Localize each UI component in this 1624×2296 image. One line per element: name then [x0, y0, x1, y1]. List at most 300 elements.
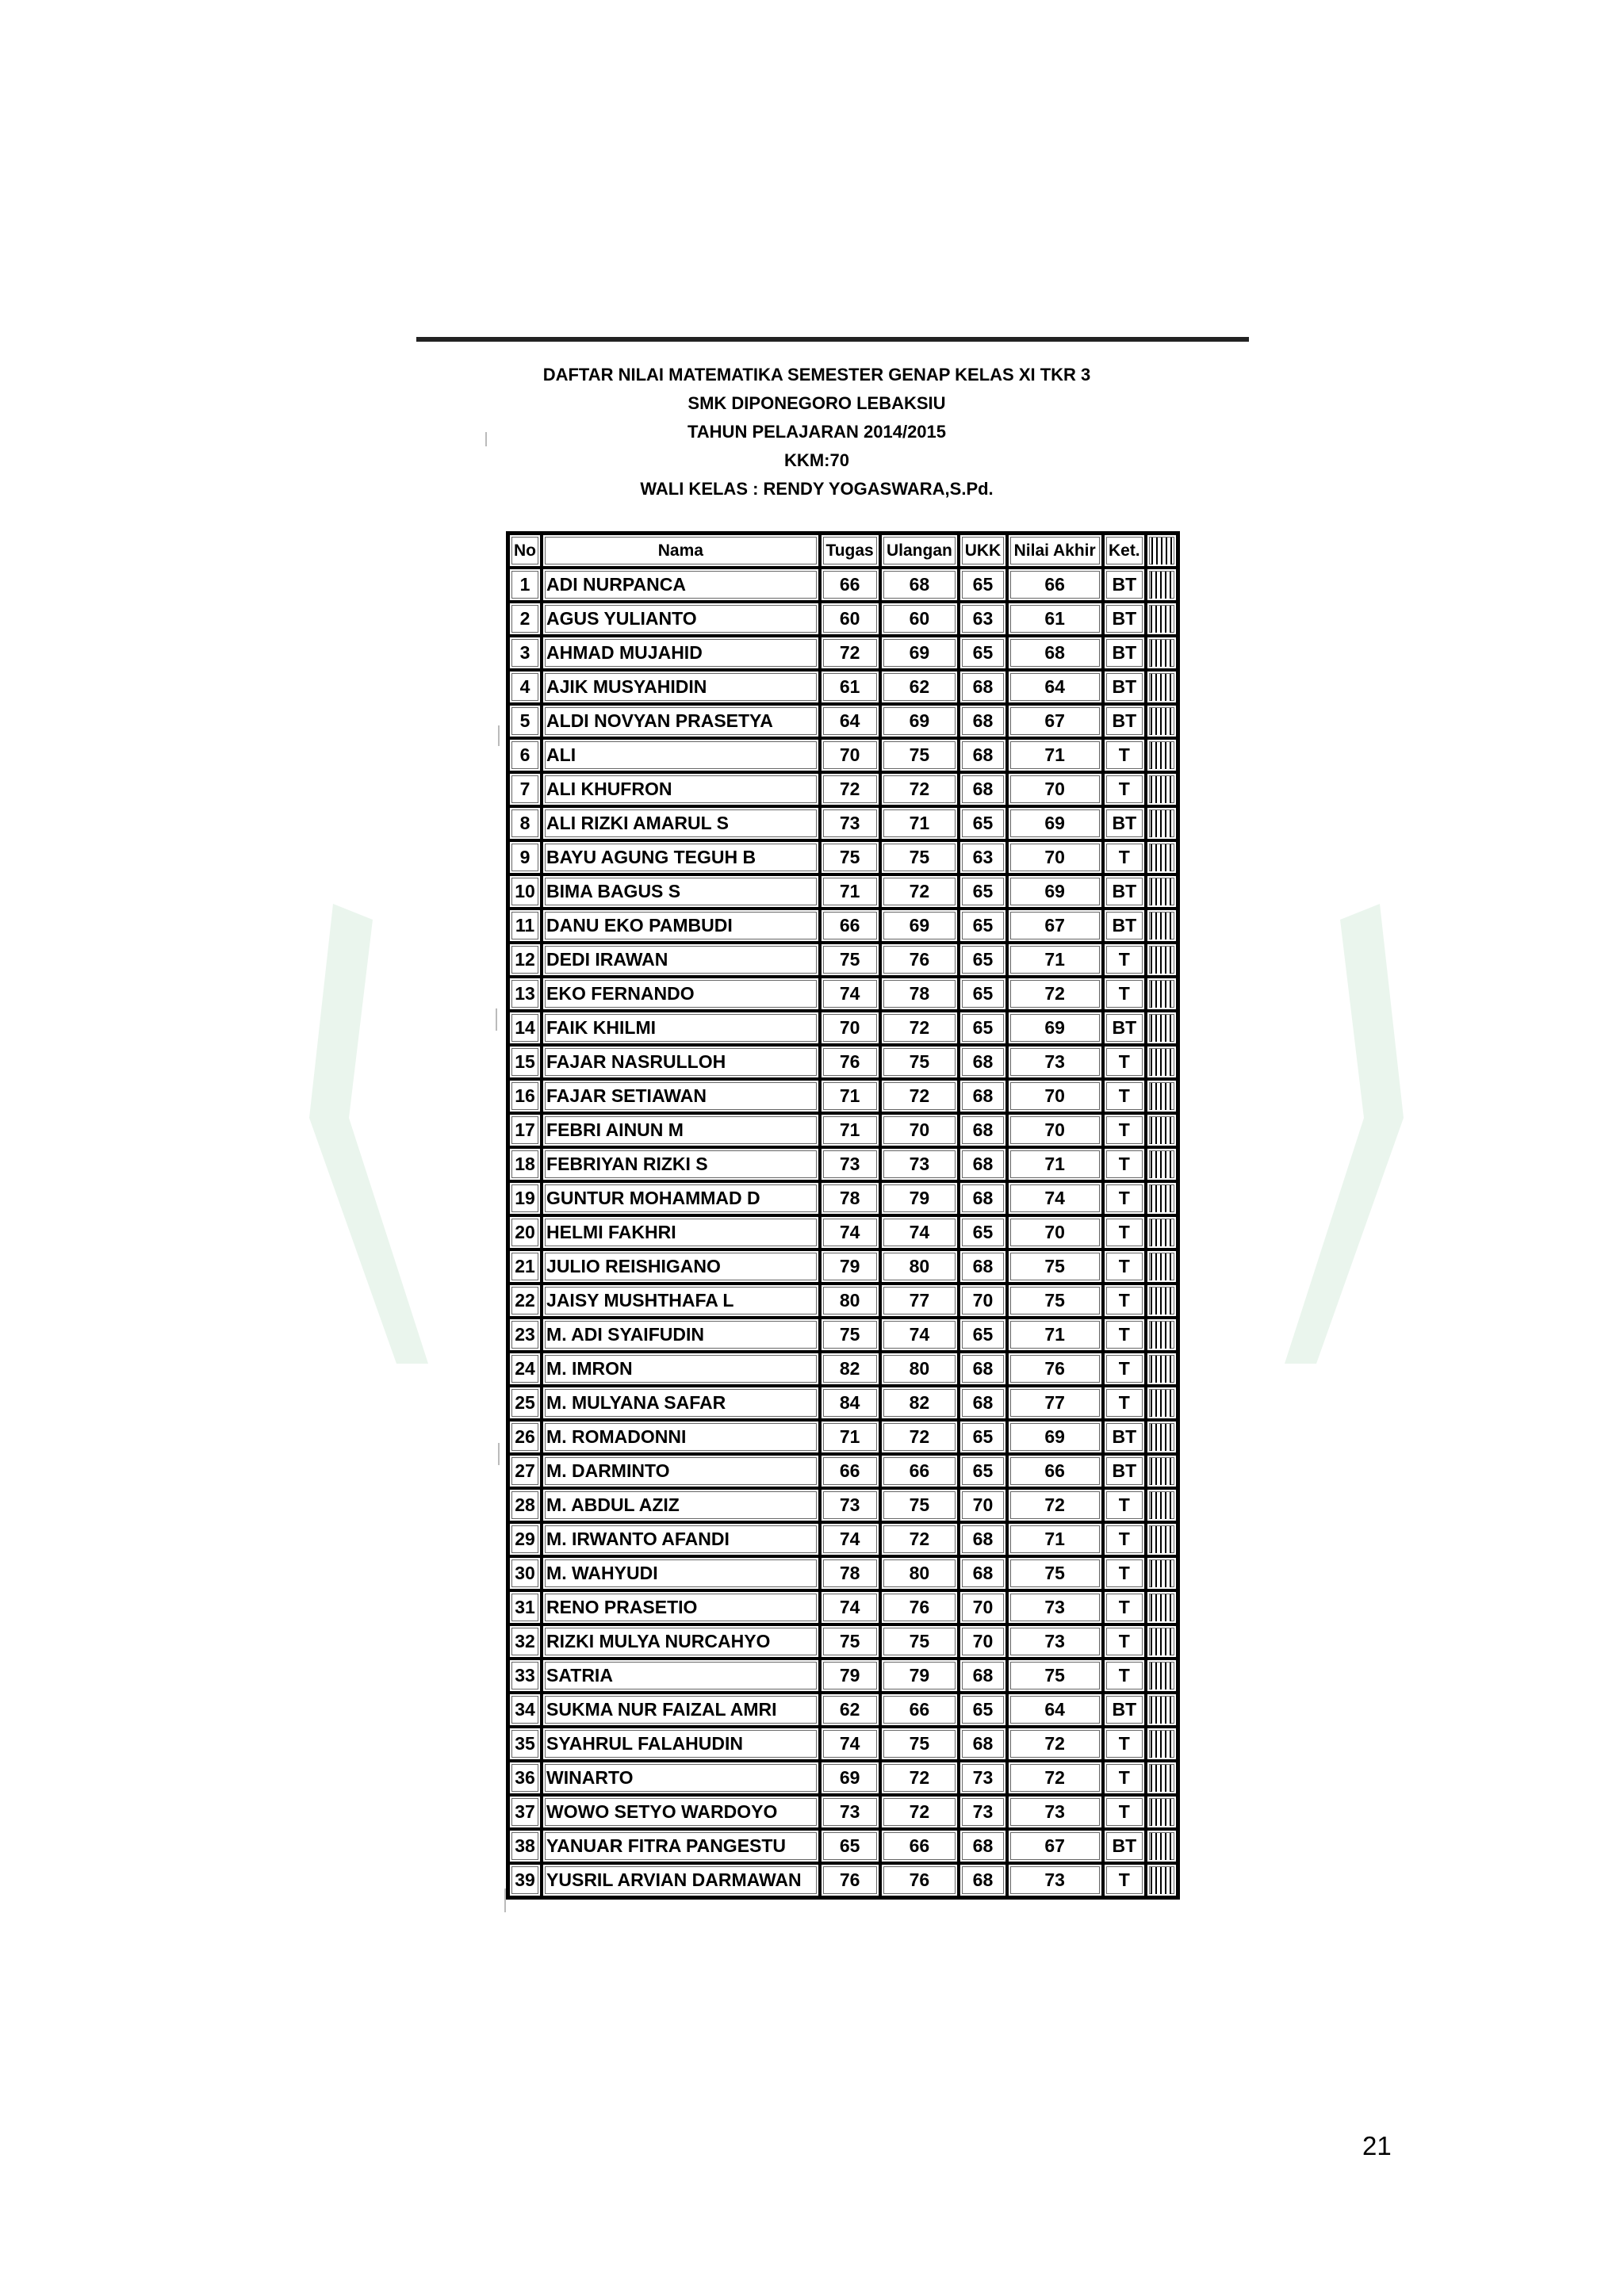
cell-nilai-akhir: 72 [1007, 977, 1103, 1011]
border-artifact [1146, 1181, 1178, 1215]
cell-nilai-akhir: 69 [1007, 806, 1103, 840]
cell-tugas: 82 [820, 1352, 880, 1386]
cell-nilai-akhir: 75 [1007, 1249, 1103, 1284]
cell-ket: T [1103, 1624, 1146, 1659]
cell-no: 32 [508, 1624, 542, 1659]
cell-ket: T [1103, 772, 1146, 806]
cell-no: 8 [508, 806, 542, 840]
cell-tugas: 71 [820, 874, 880, 909]
border-artifact [1146, 772, 1178, 806]
cell-tugas: 75 [820, 1318, 880, 1352]
cell-nilai-akhir: 75 [1007, 1284, 1103, 1318]
border-artifact [1146, 602, 1178, 636]
cell-ulangan: 80 [880, 1249, 959, 1284]
cell-ukk: 68 [959, 670, 1006, 704]
cell-name: GUNTUR MOHAMMAD D [542, 1181, 820, 1215]
cell-ukk: 65 [959, 1693, 1006, 1727]
cell-no: 2 [508, 602, 542, 636]
column-header-tugas: Tugas [820, 534, 880, 568]
cell-ulangan: 72 [880, 1795, 959, 1829]
border-artifact [1146, 874, 1178, 909]
cell-tugas: 71 [820, 1113, 880, 1147]
table-row [508, 670, 1178, 704]
cell-nilai-akhir: 71 [1007, 1522, 1103, 1556]
cell-tugas: 73 [820, 1795, 880, 1829]
table-row [508, 1181, 1178, 1215]
cell-ukk: 68 [959, 1079, 1006, 1113]
cell-tugas: 64 [820, 704, 880, 738]
cell-no: 35 [508, 1727, 542, 1761]
cell-no: 30 [508, 1556, 542, 1590]
cell-nilai-akhir: 61 [1007, 602, 1103, 636]
cell-name: EKO FERNANDO [542, 977, 820, 1011]
cell-tugas: 72 [820, 636, 880, 670]
cell-no: 34 [508, 1693, 542, 1727]
cell-tugas: 74 [820, 1727, 880, 1761]
border-artifact [1146, 1386, 1178, 1420]
cell-ukk: 65 [959, 1454, 1006, 1488]
table-row [508, 1454, 1178, 1488]
cell-ulangan: 75 [880, 1488, 959, 1522]
cell-ukk: 68 [959, 1113, 1006, 1147]
cell-ulangan: 68 [880, 568, 959, 602]
table-row [508, 977, 1178, 1011]
cell-ulangan: 79 [880, 1181, 959, 1215]
cell-ket: BT [1103, 1011, 1146, 1045]
cell-ulangan: 72 [880, 874, 959, 909]
cell-ket: T [1103, 1659, 1146, 1693]
table-row [508, 1727, 1178, 1761]
border-artifact [1146, 1659, 1178, 1693]
cell-ukk: 68 [959, 1386, 1006, 1420]
cell-no: 6 [508, 738, 542, 772]
cell-nilai-akhir: 75 [1007, 1659, 1103, 1693]
table-row [508, 909, 1178, 943]
cell-ulangan: 69 [880, 909, 959, 943]
cell-nilai-akhir: 64 [1007, 1693, 1103, 1727]
cell-nilai-akhir: 70 [1007, 1113, 1103, 1147]
cell-name: M. DARMINTO [542, 1454, 820, 1488]
cell-tugas: 66 [820, 909, 880, 943]
border-artifact [1146, 1318, 1178, 1352]
cell-tugas: 74 [820, 1522, 880, 1556]
cell-ket: T [1103, 1113, 1146, 1147]
border-artifact [1146, 1863, 1178, 1897]
cell-ket: BT [1103, 1454, 1146, 1488]
cell-tugas: 61 [820, 670, 880, 704]
table-row [508, 1829, 1178, 1863]
cell-ulangan: 72 [880, 1011, 959, 1045]
cell-nilai-akhir: 70 [1007, 772, 1103, 806]
table-row [508, 1659, 1178, 1693]
border-artifact [1146, 1284, 1178, 1318]
border-artifact [1146, 1147, 1178, 1181]
cell-ket: BT [1103, 1829, 1146, 1863]
cell-ulangan: 76 [880, 943, 959, 977]
table-row [508, 568, 1178, 602]
border-artifact [1146, 1420, 1178, 1454]
cell-tugas: 75 [820, 1624, 880, 1659]
cell-nilai-akhir: 70 [1007, 1215, 1103, 1249]
table-row [508, 772, 1178, 806]
cell-nilai-akhir: 67 [1007, 1829, 1103, 1863]
table-row [508, 1590, 1178, 1624]
cell-tugas: 74 [820, 1215, 880, 1249]
cell-nilai-akhir: 64 [1007, 670, 1103, 704]
cell-name: BAYU AGUNG TEGUH B [542, 840, 820, 874]
cell-ukk: 68 [959, 1249, 1006, 1284]
cell-no: 1 [508, 568, 542, 602]
cell-ulangan: 69 [880, 704, 959, 738]
cell-name: BIMA BAGUS S [542, 874, 820, 909]
cell-ukk: 63 [959, 840, 1006, 874]
cell-nilai-akhir: 77 [1007, 1386, 1103, 1420]
cell-tugas: 78 [820, 1181, 880, 1215]
cell-no: 31 [508, 1590, 542, 1624]
cell-ulangan: 72 [880, 1761, 959, 1795]
cell-ulangan: 75 [880, 1045, 959, 1079]
border-artifact [1146, 568, 1178, 602]
cell-tugas: 74 [820, 977, 880, 1011]
table-row [508, 704, 1178, 738]
scan-mark [496, 1008, 497, 1031]
cell-tugas: 75 [820, 943, 880, 977]
cell-nilai-akhir: 76 [1007, 1352, 1103, 1386]
cell-ukk: 65 [959, 874, 1006, 909]
cell-name: SYAHRUL FALAHUDIN [542, 1727, 820, 1761]
border-artifact [1146, 1522, 1178, 1556]
cell-ulangan: 80 [880, 1352, 959, 1386]
table-row [508, 840, 1178, 874]
cell-ukk: 68 [959, 1556, 1006, 1590]
cell-tugas: 79 [820, 1659, 880, 1693]
cell-no: 5 [508, 704, 542, 738]
cell-ulangan: 66 [880, 1454, 959, 1488]
cell-name: WOWO SETYO WARDOYO [542, 1795, 820, 1829]
cell-tugas: 76 [820, 1045, 880, 1079]
cell-no: 22 [508, 1284, 542, 1318]
border-artifact [1146, 1079, 1178, 1113]
cell-name: FAIK KHILMI [542, 1011, 820, 1045]
cell-ket: T [1103, 1079, 1146, 1113]
cell-name: ALI [542, 738, 820, 772]
table-row [508, 1215, 1178, 1249]
cell-name: FAJAR NASRULLOH [542, 1045, 820, 1079]
table-row [508, 1011, 1178, 1045]
table-row [508, 1761, 1178, 1795]
cell-ulangan: 72 [880, 1079, 959, 1113]
cell-tugas: 74 [820, 1590, 880, 1624]
cell-ukk: 70 [959, 1488, 1006, 1522]
border-artifact [1146, 1556, 1178, 1590]
table-body [508, 568, 1178, 1897]
cell-ukk: 68 [959, 1829, 1006, 1863]
cell-nilai-akhir: 75 [1007, 1556, 1103, 1590]
cell-name: HELMI FAKHRI [542, 1215, 820, 1249]
cell-name: ALI KHUFRON [542, 772, 820, 806]
cell-no: 19 [508, 1181, 542, 1215]
cell-tugas: 70 [820, 1011, 880, 1045]
cell-tugas: 60 [820, 602, 880, 636]
table-row [508, 738, 1178, 772]
cell-name: M. IRWANTO AFANDI [542, 1522, 820, 1556]
border-artifact [1146, 636, 1178, 670]
cell-ket: T [1103, 977, 1146, 1011]
cell-no: 26 [508, 1420, 542, 1454]
table-row [508, 636, 1178, 670]
scan-mark [498, 1443, 500, 1465]
cell-nilai-akhir: 72 [1007, 1488, 1103, 1522]
cell-name: AJIK MUSYAHIDIN [542, 670, 820, 704]
cell-ket: T [1103, 1556, 1146, 1590]
cell-no: 23 [508, 1318, 542, 1352]
border-artifact [1146, 909, 1178, 943]
cell-ukk: 65 [959, 636, 1006, 670]
table-row [508, 1863, 1178, 1897]
cell-ukk: 73 [959, 1761, 1006, 1795]
table-row [508, 1522, 1178, 1556]
border-artifact [1146, 977, 1178, 1011]
cell-ulangan: 73 [880, 1147, 959, 1181]
border-artifact [1146, 1795, 1178, 1829]
cell-ukk: 73 [959, 1795, 1006, 1829]
cell-ket: T [1103, 738, 1146, 772]
cell-nilai-akhir: 71 [1007, 1318, 1103, 1352]
cell-ukk: 65 [959, 568, 1006, 602]
cell-ket: BT [1103, 670, 1146, 704]
cell-ukk: 68 [959, 1659, 1006, 1693]
border-artifact [1146, 1011, 1178, 1045]
cell-ket: T [1103, 1727, 1146, 1761]
cell-ulangan: 66 [880, 1693, 959, 1727]
scan-mark [485, 432, 487, 446]
cell-ukk: 65 [959, 1011, 1006, 1045]
cell-ket: T [1103, 1215, 1146, 1249]
cell-nilai-akhir: 73 [1007, 1624, 1103, 1659]
grades-table [506, 531, 1180, 1900]
cell-ulangan: 66 [880, 1829, 959, 1863]
cell-ukk: 70 [959, 1590, 1006, 1624]
header-title: DAFTAR NILAI MATEMATIKA SEMESTER GENAP KELAS XI TKR 3 [542, 365, 1091, 385]
cell-no: 4 [508, 670, 542, 704]
cell-ukk: 68 [959, 1181, 1006, 1215]
border-artifact [1146, 1727, 1178, 1761]
cell-ket: T [1103, 1522, 1146, 1556]
cell-ket: BT [1103, 806, 1146, 840]
cell-tugas: 66 [820, 568, 880, 602]
cell-ulangan: 72 [880, 1420, 959, 1454]
cell-tugas: 71 [820, 1420, 880, 1454]
cell-name: SATRIA [542, 1659, 820, 1693]
cell-name: M. ROMADONNI [542, 1420, 820, 1454]
header-year: TAHUN PELAJARAN 2014/2015 [687, 422, 947, 442]
border-artifact [1146, 806, 1178, 840]
cell-name: RIZKI MULYA NURCAHYO [542, 1624, 820, 1659]
cell-name: FEBRI AINUN M [542, 1113, 820, 1147]
cell-tugas: 80 [820, 1284, 880, 1318]
cell-nilai-akhir: 69 [1007, 1420, 1103, 1454]
cell-ket: T [1103, 1590, 1146, 1624]
cell-ukk: 65 [959, 977, 1006, 1011]
cell-name: M. IMRON [542, 1352, 820, 1386]
cell-ket: BT [1103, 602, 1146, 636]
cell-no: 12 [508, 943, 542, 977]
cell-ulangan: 80 [880, 1556, 959, 1590]
cell-ukk: 68 [959, 704, 1006, 738]
cell-ulangan: 75 [880, 1624, 959, 1659]
table-row [508, 1284, 1178, 1318]
cell-name: SUKMA NUR FAIZAL AMRI [542, 1693, 820, 1727]
scan-mark [498, 725, 500, 746]
cell-name: ALI RIZKI AMARUL S [542, 806, 820, 840]
cell-ket: BT [1103, 1420, 1146, 1454]
border-artifact [1146, 738, 1178, 772]
top-rule [416, 337, 1249, 342]
cell-tugas: 71 [820, 1079, 880, 1113]
cell-tugas: 73 [820, 1147, 880, 1181]
border-artifact [1146, 670, 1178, 704]
cell-ket: T [1103, 1249, 1146, 1284]
cell-no: 27 [508, 1454, 542, 1488]
cell-ulangan: 70 [880, 1113, 959, 1147]
cell-no: 21 [508, 1249, 542, 1284]
cell-nilai-akhir: 67 [1007, 704, 1103, 738]
cell-ket: BT [1103, 704, 1146, 738]
cell-ket: T [1103, 943, 1146, 977]
cell-ulangan: 76 [880, 1590, 959, 1624]
cell-no: 25 [508, 1386, 542, 1420]
cell-ket: T [1103, 1147, 1146, 1181]
cell-name: M. ADI SYAIFUDIN [542, 1318, 820, 1352]
cell-ulangan: 60 [880, 602, 959, 636]
cell-tugas: 70 [820, 738, 880, 772]
cell-ulangan: 82 [880, 1386, 959, 1420]
cell-nilai-akhir: 71 [1007, 943, 1103, 977]
table-row [508, 874, 1178, 909]
border-artifact [1146, 704, 1178, 738]
cell-tugas: 75 [820, 840, 880, 874]
cell-ulangan: 75 [880, 1727, 959, 1761]
border-artifact [1146, 1249, 1178, 1284]
border-artifact [1146, 943, 1178, 977]
cell-nilai-akhir: 72 [1007, 1727, 1103, 1761]
cell-nilai-akhir: 73 [1007, 1590, 1103, 1624]
cell-no: 15 [508, 1045, 542, 1079]
cell-ket: T [1103, 1318, 1146, 1352]
border-artifact [1146, 1624, 1178, 1659]
cell-name: JAISY MUSHTHAFA L [542, 1284, 820, 1318]
cell-no: 37 [508, 1795, 542, 1829]
cell-tugas: 66 [820, 1454, 880, 1488]
cell-ket: BT [1103, 636, 1146, 670]
cell-ket: BT [1103, 909, 1146, 943]
cell-name: DANU EKO PAMBUDI [542, 909, 820, 943]
border-artifact [1146, 840, 1178, 874]
header-school: SMK DIPONEGORO LEBAKSIU [688, 393, 946, 413]
cell-ulangan: 74 [880, 1215, 959, 1249]
cell-no: 18 [508, 1147, 542, 1181]
border-artifact [1146, 1488, 1178, 1522]
table-row [508, 1079, 1178, 1113]
cell-nilai-akhir: 69 [1007, 1011, 1103, 1045]
cell-ukk: 68 [959, 1727, 1006, 1761]
cell-nilai-akhir: 70 [1007, 840, 1103, 874]
cell-ket: T [1103, 1863, 1146, 1897]
cell-ulangan: 72 [880, 1522, 959, 1556]
cell-ukk: 68 [959, 738, 1006, 772]
cell-tugas: 69 [820, 1761, 880, 1795]
table-row [508, 1147, 1178, 1181]
cell-tugas: 62 [820, 1693, 880, 1727]
header-kkm: KKM:70 [784, 450, 849, 470]
cell-ulangan: 62 [880, 670, 959, 704]
cell-tugas: 65 [820, 1829, 880, 1863]
cell-ket: T [1103, 1761, 1146, 1795]
header-homeroom: WALI KELAS : RENDY YOGASWARA,S.Pd. [640, 479, 994, 499]
cell-tugas: 73 [820, 806, 880, 840]
cell-ulangan: 79 [880, 1659, 959, 1693]
cell-ulangan: 75 [880, 840, 959, 874]
cell-no: 29 [508, 1522, 542, 1556]
cell-no: 28 [508, 1488, 542, 1522]
cell-ulangan: 69 [880, 636, 959, 670]
border-artifact [1146, 1045, 1178, 1079]
table-header-row [508, 534, 1178, 568]
cell-nilai-akhir: 72 [1007, 1761, 1103, 1795]
cell-no: 3 [508, 636, 542, 670]
cell-ket: T [1103, 1795, 1146, 1829]
table-row [508, 1386, 1178, 1420]
cell-ket: T [1103, 1352, 1146, 1386]
cell-ket: BT [1103, 1693, 1146, 1727]
cell-no: 9 [508, 840, 542, 874]
border-artifact [1146, 1761, 1178, 1795]
cell-ket: T [1103, 1181, 1146, 1215]
cell-ukk: 70 [959, 1624, 1006, 1659]
cell-name: FAJAR SETIAWAN [542, 1079, 820, 1113]
cell-ulangan: 76 [880, 1863, 959, 1897]
cell-no: 13 [508, 977, 542, 1011]
cell-no: 7 [508, 772, 542, 806]
cell-ukk: 65 [959, 1420, 1006, 1454]
cell-ukk: 68 [959, 1045, 1006, 1079]
cell-tugas: 84 [820, 1386, 880, 1420]
cell-ukk: 68 [959, 1147, 1006, 1181]
cell-nilai-akhir: 69 [1007, 874, 1103, 909]
cell-ket: BT [1103, 874, 1146, 909]
table-row [508, 1420, 1178, 1454]
cell-ulangan: 78 [880, 977, 959, 1011]
cell-ukk: 68 [959, 1863, 1006, 1897]
page-number: 21 [1362, 2131, 1392, 2160]
border-artifact [1146, 1215, 1178, 1249]
cell-name: JULIO REISHIGANO [542, 1249, 820, 1284]
cell-nilai-akhir: 71 [1007, 738, 1103, 772]
cell-ukk: 68 [959, 1352, 1006, 1386]
cell-nilai-akhir: 73 [1007, 1863, 1103, 1897]
border-artifact [1146, 1454, 1178, 1488]
cell-name: ALDI NOVYAN PRASETYA [542, 704, 820, 738]
cell-name: YUSRIL ARVIAN DARMAWAN [542, 1863, 820, 1897]
table-row [508, 1624, 1178, 1659]
column-header-no: No [508, 534, 542, 568]
cell-tugas: 76 [820, 1863, 880, 1897]
cell-no: 16 [508, 1079, 542, 1113]
column-header-ukk: UKK [959, 534, 1006, 568]
table-row [508, 1693, 1178, 1727]
cell-no: 24 [508, 1352, 542, 1386]
cell-ukk: 68 [959, 1522, 1006, 1556]
